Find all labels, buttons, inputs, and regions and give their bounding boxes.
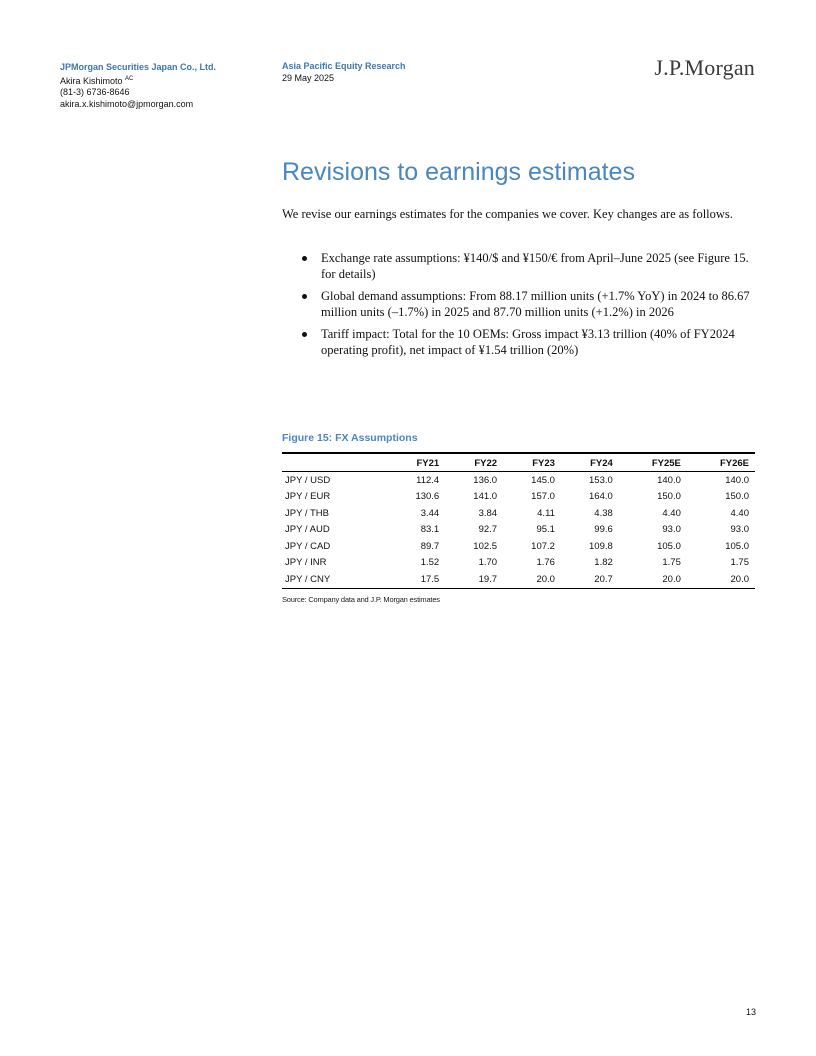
table-header-row xyxy=(282,453,755,472)
table-cell: 1.70 xyxy=(478,557,498,569)
table-cell: 89.7 xyxy=(420,540,440,552)
table-cell: 3.84 xyxy=(478,507,498,519)
table-cell: 140.0 xyxy=(725,474,749,486)
table-cell: 105.0 xyxy=(657,540,681,552)
row-label: JPY / AUD xyxy=(285,524,330,536)
page-number: 13 xyxy=(745,1007,756,1017)
table-cell: 83.1 xyxy=(420,524,440,536)
table-cell: 107.2 xyxy=(531,540,555,552)
table-cell: 1.52 xyxy=(420,557,440,569)
list-item xyxy=(300,326,752,358)
table-body xyxy=(282,472,755,589)
column-header: FY25E xyxy=(619,453,687,472)
row-label: JPY / EUR xyxy=(285,491,331,503)
department: Asia Pacific Equity Research xyxy=(282,61,406,71)
table-cell: 164.0 xyxy=(589,491,613,503)
table-cell: 95.1 xyxy=(536,524,555,536)
table-cell: 93.0 xyxy=(662,524,681,536)
table-cell: 157.0 xyxy=(531,491,555,503)
bullet-text: Global demand assumptions: From 88.17 million units (+1.7% YoY) in 2024 to 86.67 million units (–1.7%) in 2025 and 87.70 million units (+1.2%) in 2026 xyxy=(321,289,750,319)
list-item xyxy=(300,288,752,320)
table-cell: 1.82 xyxy=(594,557,613,569)
table-cell: 19.7 xyxy=(445,571,503,588)
column-header: FY24 xyxy=(561,453,619,472)
row-label: JPY / CAD xyxy=(285,540,331,552)
table-cell: 17.5 xyxy=(387,571,445,588)
table-cell: 4.40 xyxy=(730,507,749,519)
analyst-name xyxy=(60,74,216,88)
list-item xyxy=(300,250,752,282)
table-cell: 150.0 xyxy=(725,491,749,503)
table-row xyxy=(282,571,755,588)
table-row xyxy=(282,505,755,522)
table-cell: 1.75 xyxy=(730,557,749,569)
table-cell: 1.76 xyxy=(536,557,555,569)
key-changes-list xyxy=(300,250,752,364)
bullet-icon xyxy=(302,332,307,337)
table-cell: 99.6 xyxy=(594,524,613,536)
analyst-block xyxy=(60,62,216,110)
analyst-email[interactable]: akira.x.kishimoto@jpmorgan.com xyxy=(60,98,194,109)
table-row xyxy=(282,489,755,506)
table-cell: 20.0 xyxy=(503,571,561,588)
bullet-icon xyxy=(302,294,307,299)
analyst-phone: (81-3) 6736-8646 xyxy=(60,87,130,97)
table-cell: 136.0 xyxy=(473,474,498,486)
table-cell: 93.0 xyxy=(730,524,749,536)
table-corner xyxy=(282,453,387,472)
report-info xyxy=(282,61,406,84)
row-label: JPY / INR xyxy=(285,557,327,569)
table-cell: 4.38 xyxy=(594,507,613,519)
row-label: JPY / THB xyxy=(285,507,329,519)
column-header: FY23 xyxy=(503,453,561,472)
table-cell: 20.0 xyxy=(687,571,755,588)
column-header: FY21 xyxy=(387,453,445,472)
table-row xyxy=(282,522,755,539)
bullet-text: Exchange rate assumptions: ¥140/$ and ¥150/€ from April–June 2025 (see Figure 15. for details) xyxy=(321,251,749,281)
figure-source: Source: Company data and J.P. Morgan estimates xyxy=(282,595,440,604)
figure-title: Figure 15: FX Assumptions xyxy=(282,432,418,444)
analyst-name-text: Akira Kishimoto xyxy=(60,75,123,86)
bullet-icon xyxy=(302,256,307,261)
table-cell: 102.5 xyxy=(473,540,498,552)
table-cell: 20.0 xyxy=(619,571,687,588)
table-cell: 3.44 xyxy=(420,507,440,519)
table-cell: 141.0 xyxy=(473,491,498,503)
table-cell: 153.0 xyxy=(589,474,613,486)
table-row xyxy=(282,472,755,489)
table-row xyxy=(282,538,755,555)
table-cell: 1.75 xyxy=(662,557,681,569)
column-header: FY22 xyxy=(445,453,503,472)
row-label: JPY / CNY xyxy=(282,571,387,588)
column-header: FY26E xyxy=(687,453,755,472)
table-cell: 4.11 xyxy=(537,507,555,519)
analyst-certification-mark: AC xyxy=(125,75,134,82)
table-cell: 145.0 xyxy=(531,474,555,486)
table-cell: 109.8 xyxy=(589,540,613,552)
table-row xyxy=(282,555,755,572)
firm-name: JPMorgan Securities Japan Co., Ltd. xyxy=(60,62,217,72)
row-label: JPY / USD xyxy=(285,474,331,486)
report-date: 29 May 2025 xyxy=(282,72,335,83)
bullet-text: Tariff impact: Total for the 10 OEMs: Gross impact ¥3.13 trillion (40% of FY2024 operating profit), net impact of ¥1.54 trillion (20%) xyxy=(321,327,735,357)
table-cell: 20.7 xyxy=(561,571,619,588)
jpmorgan-logo: J.P.Morgan xyxy=(654,55,755,80)
table-cell: 105.0 xyxy=(725,540,749,552)
table-cell: 140.0 xyxy=(657,474,681,486)
table-cell: 130.6 xyxy=(415,491,440,503)
table-cell: 150.0 xyxy=(657,491,681,503)
fx-assumptions-table xyxy=(282,452,755,589)
table-cell: 4.40 xyxy=(662,507,681,519)
intro-paragraph: We revise our earnings estimates for the companies we cover. Key changes are as follows. xyxy=(282,207,733,221)
table-cell: 92.7 xyxy=(478,524,498,536)
section-title: Revisions to earnings estimates xyxy=(282,158,635,186)
table-cell: 112.4 xyxy=(416,474,440,486)
